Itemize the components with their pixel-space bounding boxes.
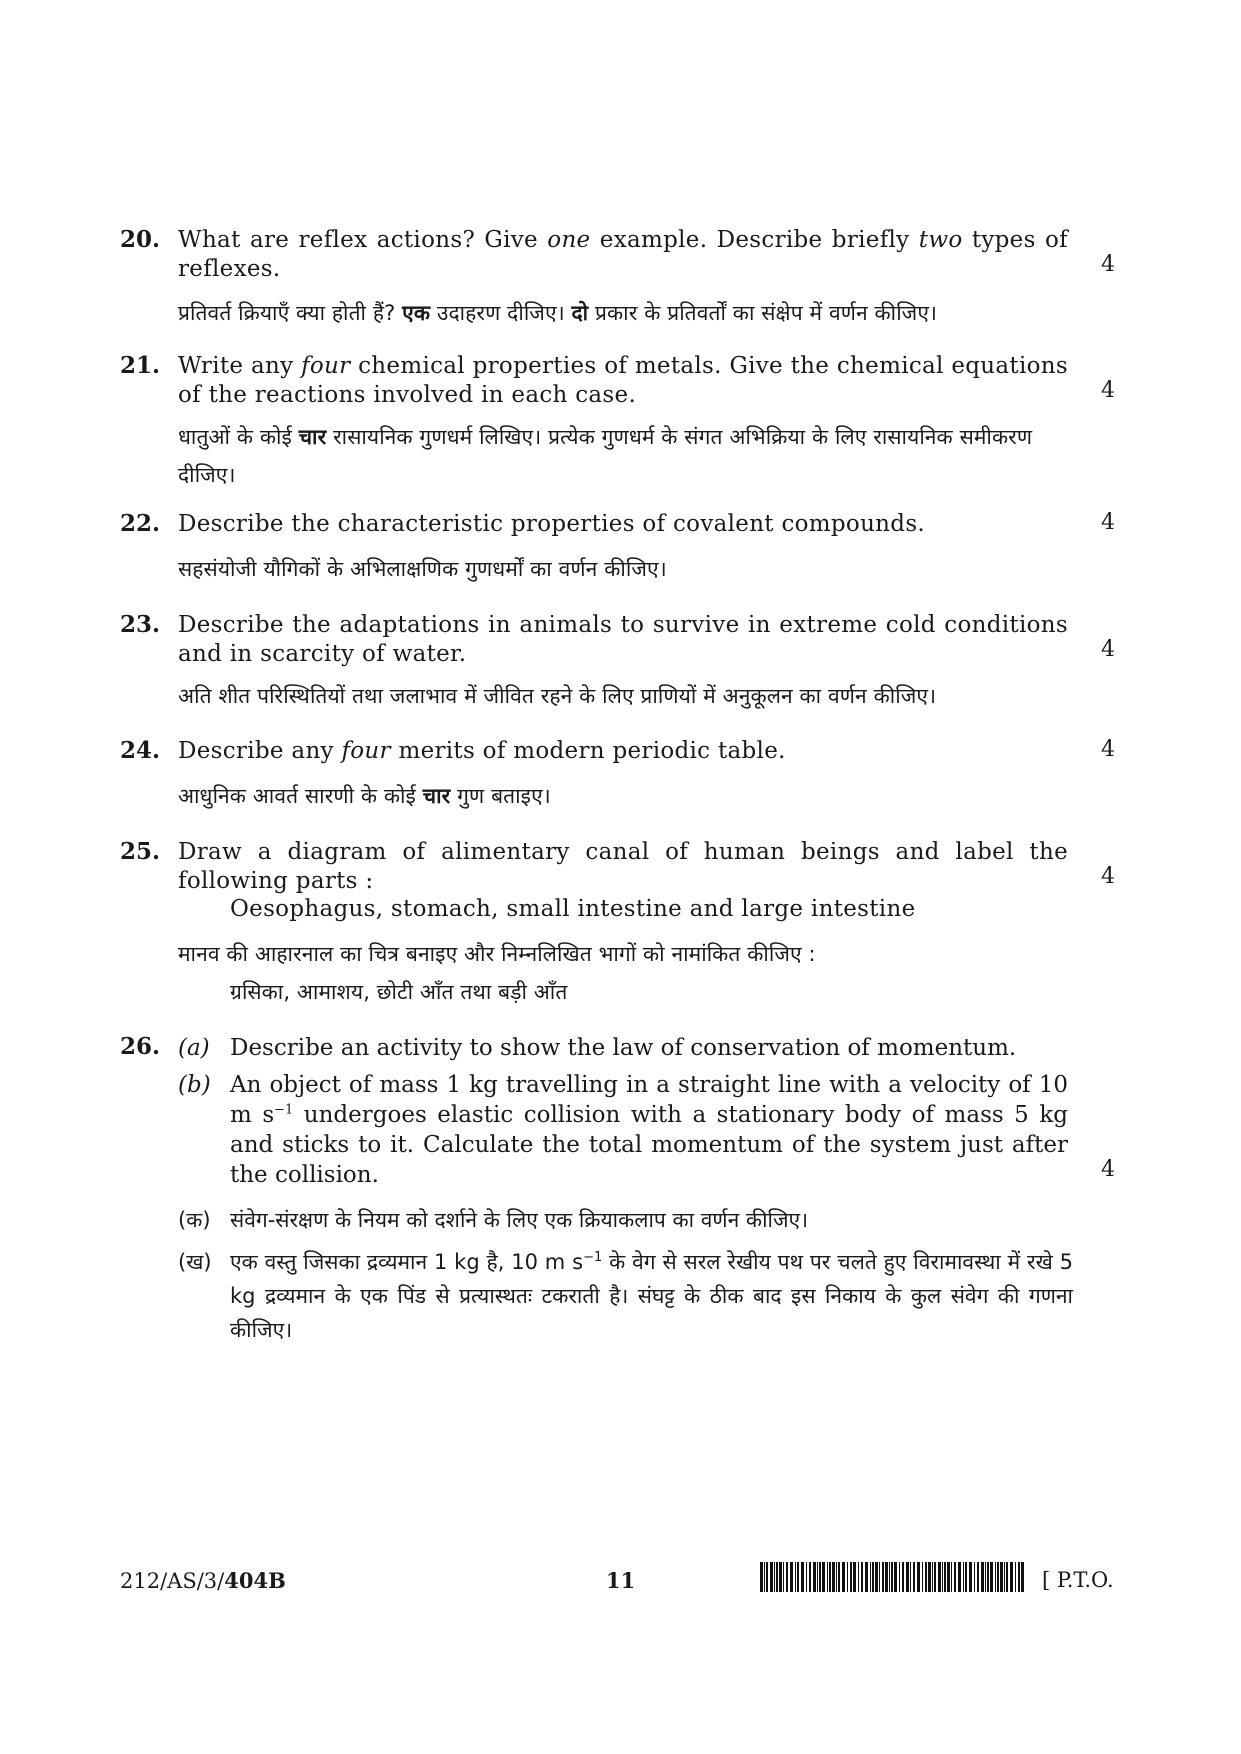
barcode-bar <box>819 1562 821 1592</box>
text-run: प्रतिवर्त क्रियाएँ क्या होती हैं? <box>178 301 403 325</box>
text-run: merits of modern periodic table. <box>390 738 786 764</box>
barcode-bar <box>910 1562 911 1592</box>
barcode-bar <box>766 1562 768 1592</box>
subquestion-text <box>230 1070 1068 1190</box>
barcode-bar <box>938 1562 941 1592</box>
question-26 <box>120 1033 1115 1363</box>
barcode-bar <box>917 1562 920 1592</box>
barcode-bar <box>806 1562 807 1592</box>
barcode-bar <box>944 1562 946 1592</box>
marks: 4 <box>1101 252 1115 277</box>
barcode-bar <box>977 1562 979 1592</box>
barcode-bar <box>891 1562 893 1592</box>
barcode-bar <box>822 1562 825 1592</box>
barcode-bar <box>1006 1562 1008 1592</box>
subquestion-text: संवेग-संरक्षण के नियम को दर्शाने के लिए एक क्रियाकलाप का वर्णन कीजिए। <box>230 1208 809 1232</box>
marks: 4 <box>1101 737 1115 762</box>
parts-list-hi: ग्रसिका, आमाशय, छोटी आँत तथा बड़ी आँत <box>230 980 568 1004</box>
barcode-bar <box>922 1562 923 1592</box>
barcode-bar <box>827 1562 828 1592</box>
question-text-en <box>178 737 1068 766</box>
barcode-bar <box>981 1562 984 1592</box>
barcode-bar <box>842 1562 845 1592</box>
barcode-bar <box>995 1562 996 1592</box>
barcode-bar <box>809 1562 811 1592</box>
question-24 <box>120 737 1115 817</box>
subquestion-text <box>230 1245 1073 1347</box>
text-run: What are reflex actions? Give <box>178 227 548 253</box>
question-number: 21. <box>120 352 161 379</box>
emphasis: एक <box>402 301 431 325</box>
barcode-bar <box>770 1562 773 1592</box>
text-run: के वेग से सरल रेखीय पथ पर चलते हुए विरामावस्था में रखे 5 kg द्रव्यमान के एक पिंड से प्रत्यास्थतः टकराती है। संघट्ट के ठीक बाद इस निकाय के कुल संवेग की गणना कीजिए। <box>230 1250 1073 1342</box>
question-text-hi: सहसंयोजी यौगिकों के अभिलाक्षणिक गुणधर्मों का वर्णन कीजिए। <box>178 557 667 581</box>
barcode-bar <box>861 1562 863 1592</box>
barcode-bar <box>902 1562 904 1592</box>
question-text-en: Describe the adaptations in animals to survive in extreme cold conditions and in scarcity of water. <box>178 612 1068 667</box>
question-20 <box>120 226 1115 336</box>
emphasis: four <box>301 353 351 379</box>
text-run: An object of mass 1 kg travelling in a straight line with a velocity of 10 m s <box>230 1072 1068 1128</box>
question-22 <box>120 510 1115 590</box>
barcode-bar <box>879 1562 880 1592</box>
barcode-bar <box>913 1562 915 1592</box>
barcode-bar <box>838 1562 840 1592</box>
barcode-bar <box>850 1562 852 1592</box>
barcode-bar <box>934 1562 936 1592</box>
text-run: गुण बताइए। <box>450 784 551 808</box>
barcode-bar <box>1004 1562 1005 1592</box>
barcode-bar <box>865 1562 868 1592</box>
text-run: उदाहरण दीजिए। <box>430 301 572 325</box>
subquestion-text: Describe an activity to show the law of conservation of momentum. <box>230 1035 1017 1061</box>
barcode-bar <box>813 1562 816 1592</box>
question-text-hi <box>178 777 1073 815</box>
marks: 4 <box>1101 510 1115 535</box>
barcode-bar <box>997 1562 999 1592</box>
emphasis: दो <box>571 301 589 325</box>
barcode-bar <box>801 1562 804 1592</box>
text-run: रासायनिक गुणधर्म लिखिए। प्रत्येक गुणधर्म के संगत अभिक्रिया के लिए रासायनिक समीकरण दीजिए। <box>178 425 1033 487</box>
superscript: −1 <box>583 1250 603 1265</box>
barcode-bar <box>889 1562 890 1592</box>
question-25 <box>120 838 1115 1018</box>
question-text-en: Draw a diagram of alimentary canal of human beings and label the following parts : <box>178 839 1068 894</box>
barcode-bar <box>932 1562 933 1592</box>
barcode-bar <box>760 1562 763 1592</box>
barcode-bar <box>1000 1562 1003 1592</box>
text-run: Write any <box>178 353 302 379</box>
marks: 4 <box>1101 1157 1115 1182</box>
question-text-hi <box>178 418 1073 494</box>
text-run: Describe any <box>178 738 342 764</box>
paper-code-prefix: 212/AS/3/ <box>120 1569 225 1593</box>
barcode-bar <box>974 1562 975 1592</box>
barcode-bar <box>783 1562 784 1592</box>
page-number: 11 <box>606 1568 636 1593</box>
subquestion-ka <box>178 1203 1073 1237</box>
barcode-bar <box>1021 1562 1024 1592</box>
paper-code <box>120 1568 286 1593</box>
text-run: धातुओं के कोई <box>178 425 299 449</box>
subquestion-label: (क) <box>178 1208 211 1232</box>
barcode-bar <box>836 1562 837 1592</box>
question-number: 20. <box>120 226 161 253</box>
barcode-bar <box>790 1562 793 1592</box>
barcode-bar <box>969 1562 972 1592</box>
question-23 <box>120 611 1115 721</box>
please-turn-over: [ P.T.O. <box>1042 1568 1114 1592</box>
barcode-bar <box>987 1562 989 1592</box>
question-number: 26. <box>120 1033 161 1060</box>
barcode-image <box>760 1562 1025 1592</box>
barcode-bar <box>829 1562 831 1592</box>
page-footer <box>120 1562 1120 1602</box>
question-text-hi: मानव की आहारनाल का चित्र बनाइए और निम्नलिखित भागों को नामांकित कीजिए : <box>178 942 816 966</box>
text-run: chemical properties of metals. Give the chemical equations of the reactions involved in each case. <box>178 353 1068 408</box>
barcode-bar <box>899 1562 900 1592</box>
barcode-bar <box>928 1562 931 1592</box>
barcode-bar <box>774 1562 775 1592</box>
text-run: आधुनिक आवर्त सारणी के कोई <box>178 784 423 808</box>
subquestion-kha <box>178 1245 1073 1355</box>
emphasis: two <box>918 227 963 253</box>
marks: 4 <box>1101 378 1115 403</box>
question-number: 22. <box>120 510 161 537</box>
emphasis: चार <box>422 784 451 808</box>
barcode-bar <box>795 1562 796 1592</box>
question-text-en <box>178 226 1068 284</box>
barcode-bar <box>764 1562 765 1592</box>
barcode-bar <box>894 1562 897 1592</box>
barcode-bar <box>951 1562 952 1592</box>
marks: 4 <box>1101 637 1115 662</box>
barcode-bar <box>1015 1562 1016 1592</box>
question-number: 24. <box>120 737 161 764</box>
marks: 4 <box>1101 864 1115 889</box>
barcode-bar <box>786 1562 788 1592</box>
superscript: −1 <box>274 1102 294 1118</box>
emphasis: one <box>547 227 591 253</box>
barcode-bar <box>963 1562 964 1592</box>
barcode-bar <box>1010 1562 1013 1592</box>
barcode-bar <box>906 1562 909 1592</box>
subquestion-label: (b) <box>178 1072 211 1098</box>
text-run: एक वस्तु जिसका द्रव्यमान 1 kg है, 10 m s <box>230 1250 584 1274</box>
paper-code-suffix: 404B <box>224 1568 286 1593</box>
barcode-bar <box>990 1562 993 1592</box>
barcode-bar <box>797 1562 799 1592</box>
barcode-bar <box>925 1562 927 1592</box>
question-21 <box>120 352 1115 487</box>
emphasis: चार <box>298 425 327 449</box>
subquestion-label: (a) <box>178 1035 210 1061</box>
subquestion-label: (ख) <box>178 1250 212 1274</box>
question-number: 23. <box>120 611 161 638</box>
text-run: types of reflexes. <box>178 227 1068 282</box>
question-text-hi: अति शीत परिस्थितियों तथा जलाभाव में जीवित रहने के लिए प्राणियों में अनुकूलन का वर्णन कीजिए। <box>178 684 937 708</box>
question-text-en <box>178 352 1068 410</box>
barcode-bar <box>776 1562 778 1592</box>
barcode-bar <box>947 1562 950 1592</box>
barcode-bar <box>875 1562 878 1592</box>
subquestion-a <box>178 1033 1068 1063</box>
text-run: प्रकार के प्रतिवर्तों का संक्षेप में वर्णन कीजिए। <box>588 301 938 325</box>
question-text-en: Describe the characteristic properties of covalent compounds. <box>178 511 926 537</box>
barcode-bar <box>847 1562 848 1592</box>
question-text-hi <box>178 294 1073 332</box>
barcode-bar <box>1018 1562 1020 1592</box>
barcode-bar <box>817 1562 818 1592</box>
barcode-bar <box>954 1562 956 1592</box>
barcode-bar <box>958 1562 961 1592</box>
question-number: 25. <box>120 838 161 865</box>
barcode-bar <box>885 1562 888 1592</box>
barcode-bar <box>872 1562 874 1592</box>
barcode-bar <box>870 1562 871 1592</box>
parts-list-en: Oesophagus, stomach, small intestine and large intestine <box>230 896 916 922</box>
subquestion-b <box>178 1070 1068 1190</box>
barcode-bar <box>853 1562 856 1592</box>
barcode-bar <box>942 1562 943 1592</box>
text-run: undergoes elastic collision with a stationary body of mass 5 kg and sticks to it. Calculate the total momentum of the system just after the collision. <box>230 1102 1068 1188</box>
barcode-bar <box>882 1562 884 1592</box>
barcode-bar <box>779 1562 782 1592</box>
barcode-bar <box>965 1562 967 1592</box>
text-run: example. Describe briefly <box>590 227 919 253</box>
barcode-bar <box>985 1562 986 1592</box>
barcode-bar <box>858 1562 859 1592</box>
barcode-bar <box>832 1562 835 1592</box>
emphasis: four <box>341 738 391 764</box>
